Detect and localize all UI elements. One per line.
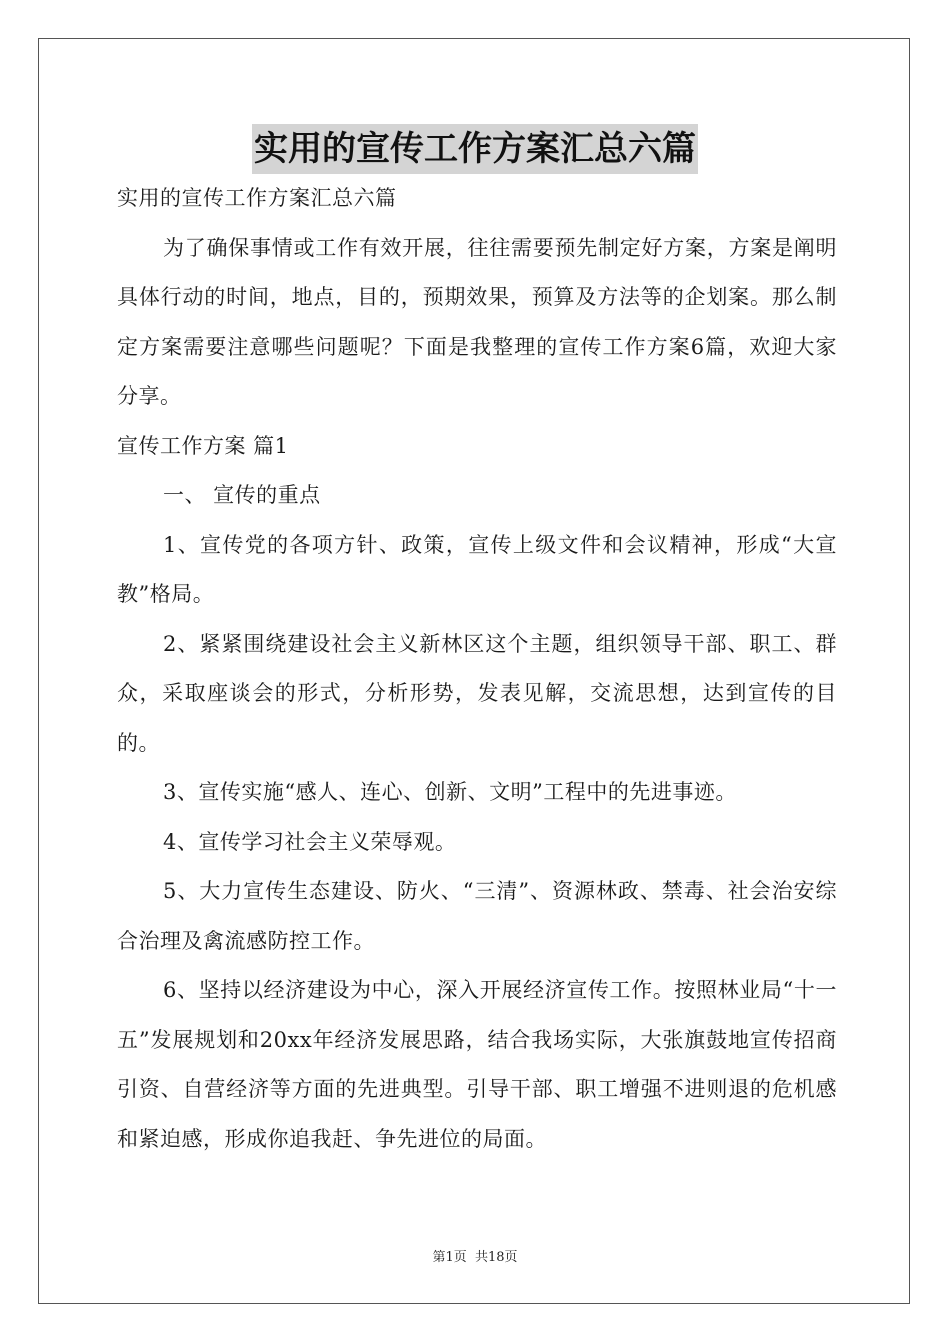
document-title: 实用的宣传工作方案汇总六篇 <box>252 124 698 174</box>
list-item: 3、宣传实施“感人、连心、创新、文明”工程中的先进事迹。 <box>163 780 737 804</box>
list-item: 1、宣传党的各项方针、政策，宣传上级文件和会议精神，形成“大宣教”格局。 <box>117 532 837 606</box>
section-heading: 宣传工作方案 篇1 <box>117 433 289 458</box>
list-item: 2、紧紧围绕建设社会主义新林区这个主题，组织领导干部、职工、群众，采取座谈会的形式，分析形势，发表见解，交流思想，达到宣传的目的。 <box>117 631 837 755</box>
page-number: 第1页 <box>432 1250 467 1265</box>
document-body <box>117 174 837 1164</box>
page-footer <box>0 1246 950 1265</box>
page-total: 共18页 <box>474 1250 518 1265</box>
title-wrap <box>0 124 950 174</box>
document-subtitle: 实用的宣传工作方案汇总六篇 <box>117 186 397 210</box>
intro-paragraph: 为了确保事情或工作有效开展，往往需要预先制定好方案，方案是阐明具体行动的时间，地点，目的，预期效果，预算及方法等的企划案。那么制定方案需要注意哪些问题呢？下面是我整理的宣传工作方案6篇，欢迎大家分享。 <box>117 235 837 408</box>
subsection-heading: 一、 宣传的重点 <box>163 483 321 507</box>
list-item: 4、宣传学习社会主义荣辱观。 <box>163 829 457 854</box>
list-item: 5、大力宣传生态建设、防火、“三清”、资源林政、禁毒、社会治安综合治理及禽流感防控工作。 <box>117 879 837 953</box>
list-item: 6、坚持以经济建设为中心，深入开展经济宣传工作。按照林业局“十一五”发展规划和20xx年经济发展思路，结合我场实际，大张旗鼓地宣传招商引资、自营经济等方面的先进典型。引导干部、职工增强不进则退的危机感和紧迫感，形成你追我赶、争先进位的局面。 <box>117 978 837 1151</box>
